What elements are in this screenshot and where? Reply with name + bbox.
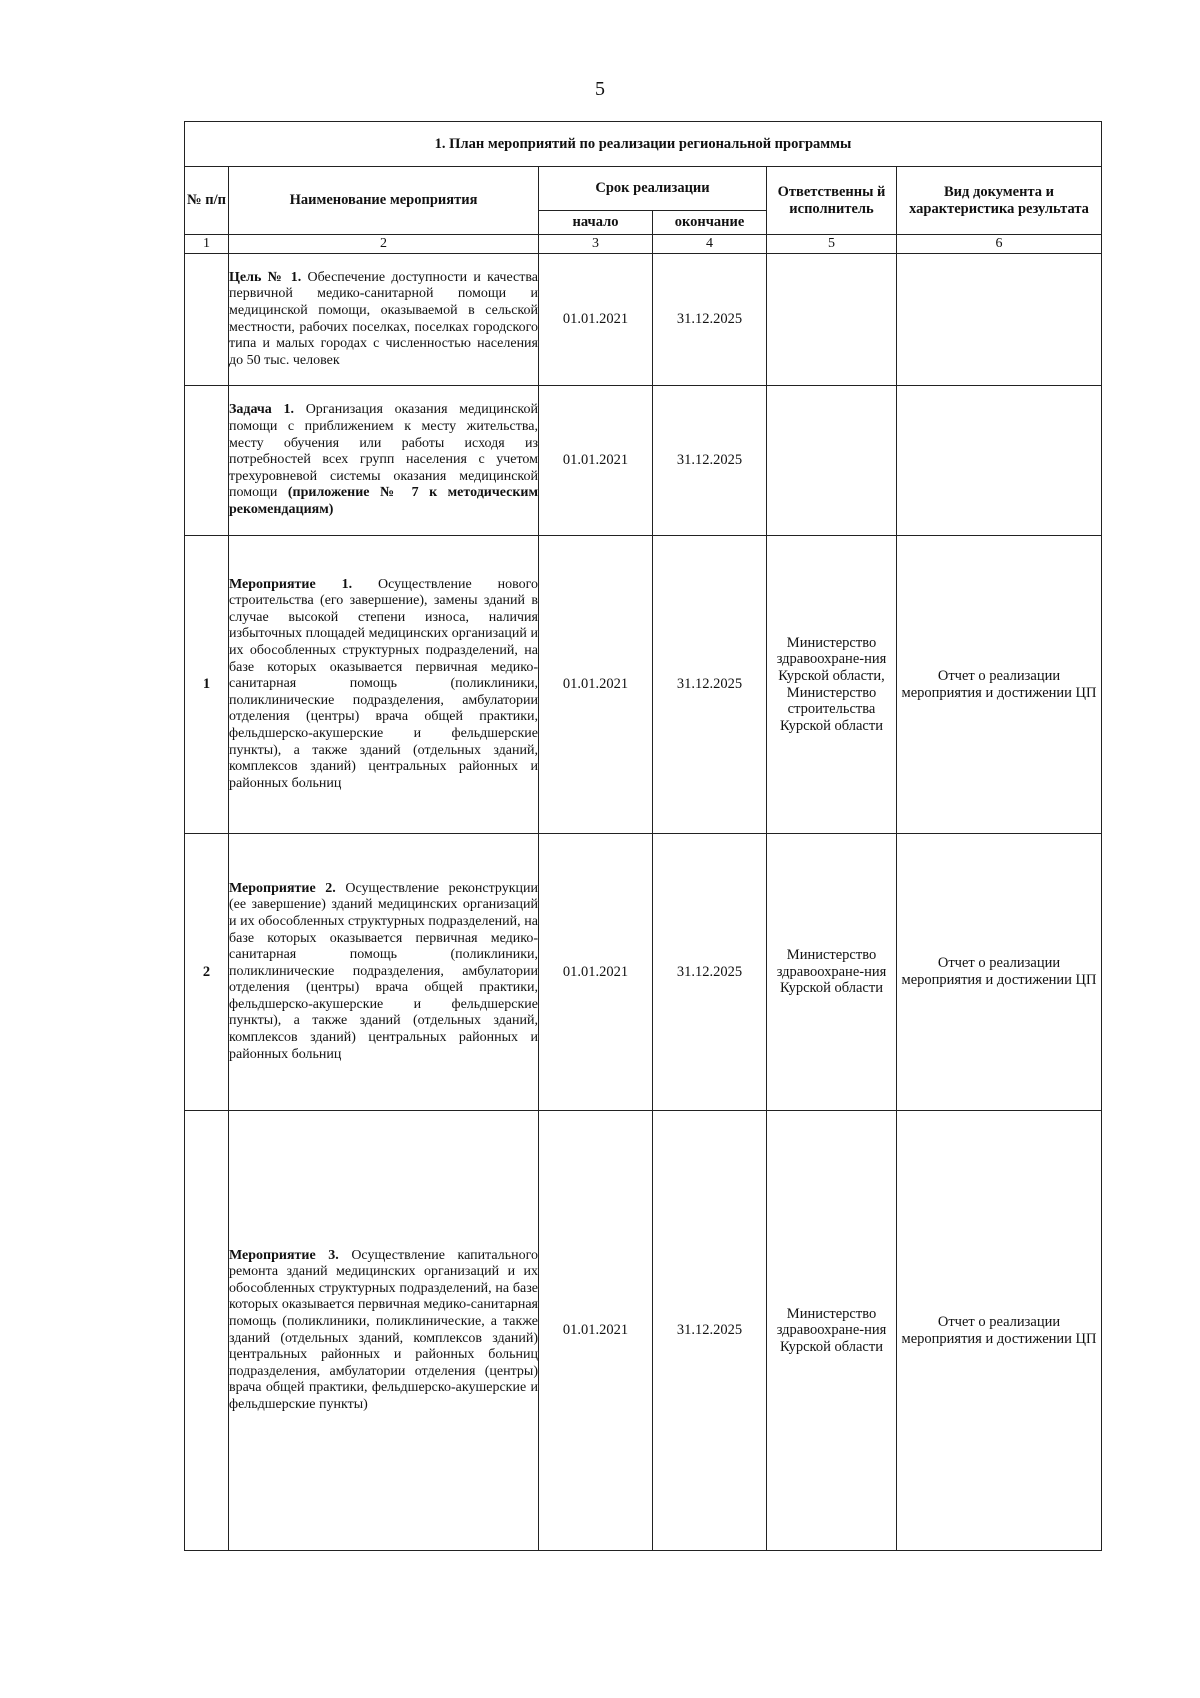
row-start-date: 01.01.2021 [539, 254, 653, 386]
row-start-date: 01.01.2021 [539, 1111, 653, 1551]
header-period: Срок реализации [539, 167, 767, 211]
row-label: Мероприятие 2. [229, 880, 336, 896]
row-description [229, 254, 539, 386]
row-number [185, 386, 229, 536]
column-number: 4 [653, 235, 767, 254]
row-end-date: 31.12.2025 [653, 1111, 767, 1551]
table-title: 1. План мероприятий по реализации региональной программы [185, 122, 1102, 167]
row-responsible: Министерство здравоохране-ния Курской области, Министерство строительства Курской области [767, 536, 897, 834]
row-text: Осуществление нового строительства (его завершение), замены зданий в случае высокой степени износа, наличия избыточных площадей медицинских организаций и их обособленных структурных подразделений, на базе которых оказывается первичная медико-санитарная помощь (поликлиники, поликлинические подразделения, амбулатории отделения (центры) врача общей практики, фельдшерско-акушерские и фельдшерские пункты), а также зданий (отдельных зданий, комплексов зданий) центральных районных и районных больниц [229, 576, 538, 791]
row-bold-tail: (приложение № 7 к методическим рекомендациям) [229, 485, 539, 517]
table-row [185, 1111, 1102, 1551]
column-number: 2 [229, 235, 539, 254]
row-label: Мероприятие 1. [229, 576, 353, 592]
header-responsible: Ответственны й исполнитель [767, 167, 897, 235]
row-text: Осуществление реконструкции (ее завершение) зданий медицинских организаций и их обособленных структурных подразделений, на базе которых оказывается первичная медико-санитарная помощь (поликлиники, поликлинические подразделения, амбулатории отделения (центры) врача общей практики, фельдшерско-акушерские и фельдшерские пункты), а также зданий (отдельных зданий, комплексов зданий) центральных районных и районных больниц [229, 880, 538, 1062]
row-responsible [767, 254, 897, 386]
row-number [185, 254, 229, 386]
table-row [185, 834, 1102, 1111]
row-end-date: 31.12.2025 [653, 254, 767, 386]
row-responsible [767, 386, 897, 536]
table-row [185, 536, 1102, 834]
row-responsible: Министерство здравоохране-ния Курской области [767, 1111, 897, 1551]
row-end-date: 31.12.2025 [653, 386, 767, 536]
column-number: 5 [767, 235, 897, 254]
row-description [229, 386, 539, 536]
column-number: 1 [185, 235, 229, 254]
table-row [185, 254, 1102, 386]
header-name: Наименование мероприятия [229, 167, 539, 235]
row-document: Отчет о реализации мероприятия и достижении ЦП [897, 834, 1102, 1111]
row-number: 1 [185, 536, 229, 834]
row-start-date: 01.01.2021 [539, 386, 653, 536]
action-plan-table [184, 121, 1102, 1551]
row-responsible: Министерство здравоохране-ния Курской области [767, 834, 897, 1111]
row-start-date: 01.01.2021 [539, 536, 653, 834]
row-start-date: 01.01.2021 [539, 834, 653, 1111]
row-text: Осуществление капитального ремонта зданий медицинских организаций и их обособленных структурных подразделений, на базе которых оказывается первичная медико-санитарная помощь (поликлиники, поликлинические, а также зданий (отдельных зданий, комплексов зданий) центральных районных и районных больниц подразделения, амбулатории отделения (центры) врача общей практики, фельдшерско-акушерские и фельдшерские пункты) [229, 1247, 538, 1412]
row-label: Мероприятие 3. [229, 1247, 339, 1263]
row-text: Обеспечение доступности и качества первичной медико-санитарной помощи и медицинской помощи, оказываемой в сельской местности, рабочих поселках, поселках городского типа и малых городах с численностью населения до 50 тыс. человек [229, 269, 538, 368]
row-end-date: 31.12.2025 [653, 834, 767, 1111]
row-text: Организация оказания медицинской помощи с приближением к месту жительства, месту обучения или работы исходя из потребностей всех групп населения с учетом трехуровневой системы оказания медицинской помощи [229, 402, 539, 501]
row-document: Отчет о реализации мероприятия и достижении ЦП [897, 1111, 1102, 1551]
page-number: 5 [595, 78, 605, 100]
header-start: начало [539, 211, 653, 235]
row-document [897, 386, 1102, 536]
row-description [229, 1111, 539, 1551]
header-end: окончание [653, 211, 767, 235]
column-number: 6 [897, 235, 1102, 254]
row-description [229, 834, 539, 1111]
column-numbers-row [185, 235, 1102, 254]
header-num: № п/п [185, 167, 229, 235]
row-description [229, 536, 539, 834]
row-label: Задача 1. [229, 402, 294, 418]
row-document: Отчет о реализации мероприятия и достижении ЦП [897, 536, 1102, 834]
row-document [897, 254, 1102, 386]
row-label: Цель № 1. [229, 269, 302, 285]
table-row [185, 386, 1102, 536]
header-document: Вид документа и характеристика результата [897, 167, 1102, 235]
row-number [185, 1111, 229, 1551]
row-number: 2 [185, 834, 229, 1111]
row-end-date: 31.12.2025 [653, 536, 767, 834]
column-number: 3 [539, 235, 653, 254]
